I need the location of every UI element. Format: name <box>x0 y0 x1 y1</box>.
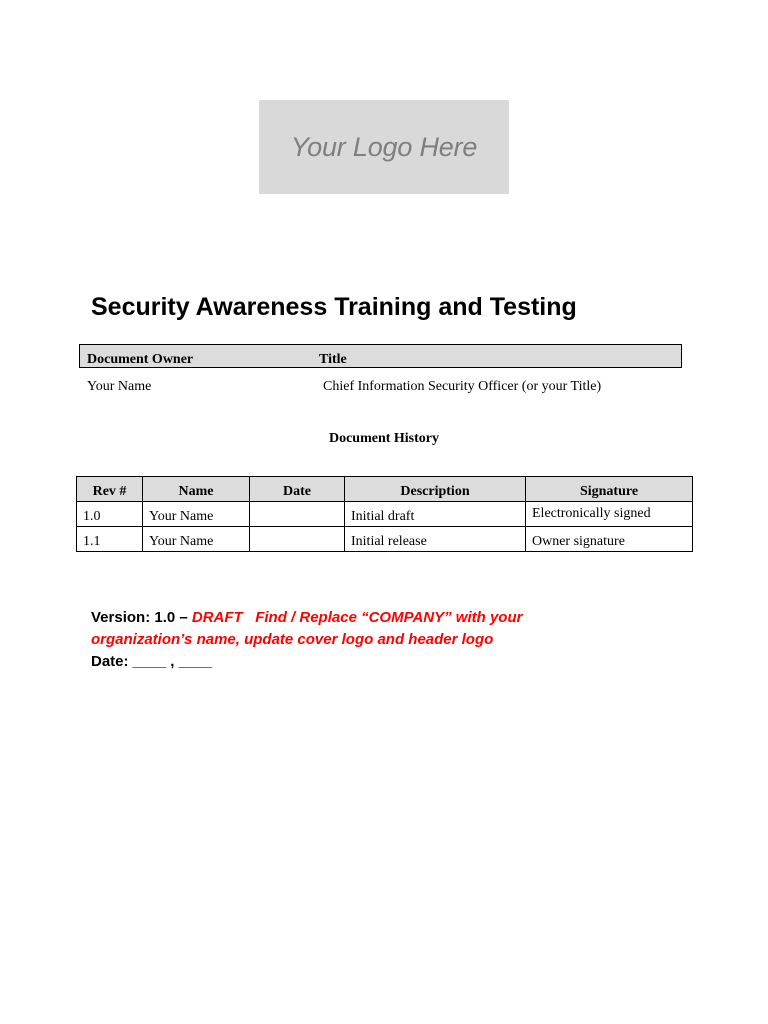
name-cell: Your Name <box>143 527 250 552</box>
signature-cell: Owner signature <box>526 527 693 552</box>
owner-table-row <box>79 376 682 398</box>
table-row <box>77 502 693 527</box>
draft-note-line1: Find / Replace “COMPANY” with your <box>242 609 523 626</box>
version-line <box>91 607 711 629</box>
document-history-table <box>76 476 693 552</box>
owner-table-header <box>79 344 682 368</box>
column-header-date: Date <box>250 477 345 502</box>
document-history-heading: Document History <box>328 431 440 446</box>
owner-header-title: Title <box>319 352 347 367</box>
owner-header-document-owner: Document Owner <box>87 352 194 367</box>
rev-cell: 1.0 <box>77 502 143 527</box>
description-cell: Initial draft <box>345 502 526 527</box>
date-cell <box>250 527 345 552</box>
column-header-description: Description <box>345 477 526 502</box>
date-cell <box>250 502 345 527</box>
logo-text: Your Logo Here <box>290 131 478 162</box>
column-header-rev: Rev # <box>77 477 143 502</box>
draft-note-line2: organization’s name, update cover logo and header logo <box>91 631 494 648</box>
rev-cell: 1.1 <box>77 527 143 552</box>
draft-label: DRAFT <box>191 609 243 626</box>
history-header-row <box>77 477 693 502</box>
owner-name: Your Name <box>87 379 152 394</box>
document-title: Security Awareness Training and Testing <box>91 293 577 321</box>
version-label: Version: 1.0 – <box>91 609 192 626</box>
table-row <box>77 527 693 552</box>
name-cell: Your Name <box>143 502 250 527</box>
date-line: Date: ____ , ____ <box>91 653 212 670</box>
version-block <box>91 607 711 673</box>
owner-title: Chief Information Security Officer (or your Title) <box>323 379 602 394</box>
logo-placeholder <box>259 100 509 194</box>
description-cell: Initial release <box>345 527 526 552</box>
signature-cell: Electronically signed <box>526 502 693 527</box>
column-header-name: Name <box>143 477 250 502</box>
column-header-signature: Signature <box>526 477 693 502</box>
